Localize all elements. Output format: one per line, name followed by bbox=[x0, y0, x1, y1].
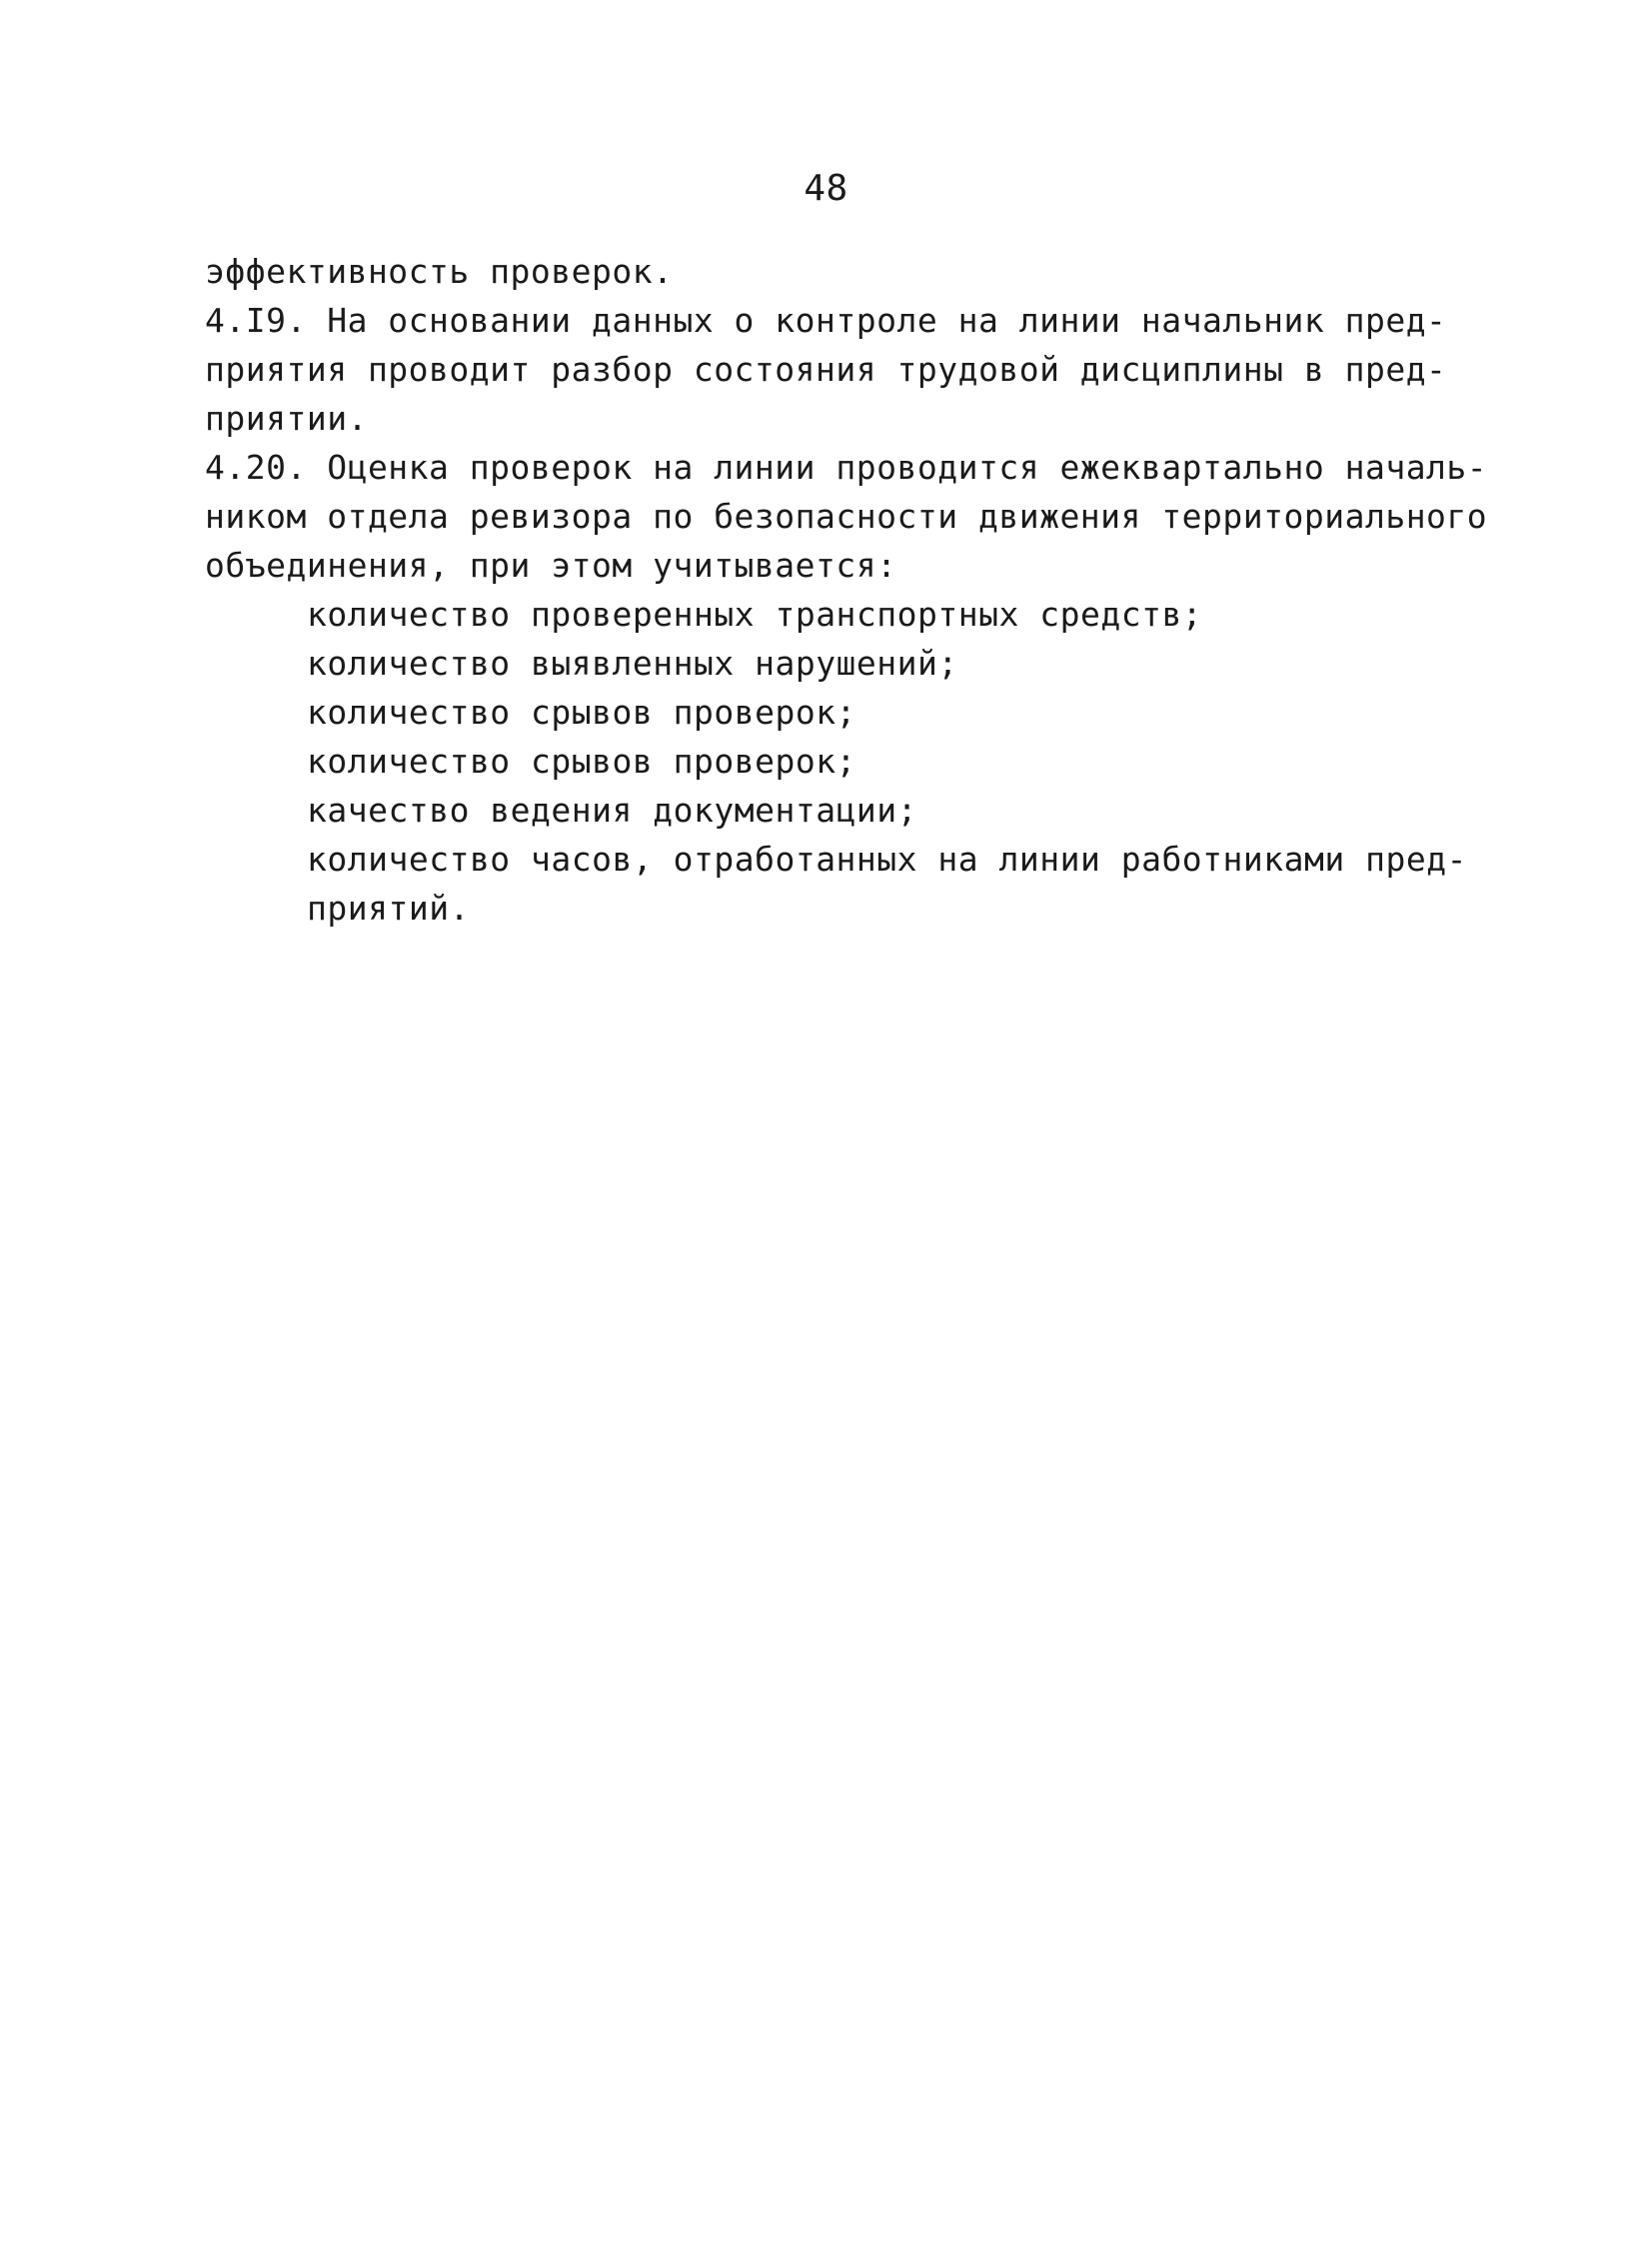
list-item-continuation: приятий. bbox=[307, 889, 470, 928]
section-4-20-line-3: объединения, при этом учитывается: bbox=[205, 546, 897, 585]
section-4-20-line-2: ником отдела ревизора по безопасности движения территориального bbox=[205, 497, 1488, 536]
text-line: эффективность проверок. bbox=[205, 252, 674, 291]
list-item: количество срывов проверок; bbox=[307, 742, 856, 781]
page-number: 48 bbox=[804, 168, 848, 209]
list-item: количество проверенных транспортных средств; bbox=[307, 595, 1203, 634]
section-4-19-line-1: 4.I9. На основании данных о контроле на линии начальник пред- bbox=[205, 301, 1447, 340]
section-4-19-line-2: приятия проводит разбор состояния трудовой дисциплины в пред- bbox=[205, 350, 1447, 389]
section-4-19-line-3: приятии. bbox=[205, 399, 368, 438]
list-item: количество часов, отработанных на линии работниками пред- bbox=[307, 840, 1467, 879]
document-body bbox=[205, 247, 1504, 933]
list-item: качество ведения документации; bbox=[307, 791, 918, 830]
section-4-20-line-1: 4.20. Оценка проверок на линии проводится ежеквартально началь- bbox=[205, 448, 1488, 487]
list-item: количество выявленных нарушений; bbox=[307, 644, 958, 683]
list-item: количество срывов проверок; bbox=[307, 693, 856, 732]
